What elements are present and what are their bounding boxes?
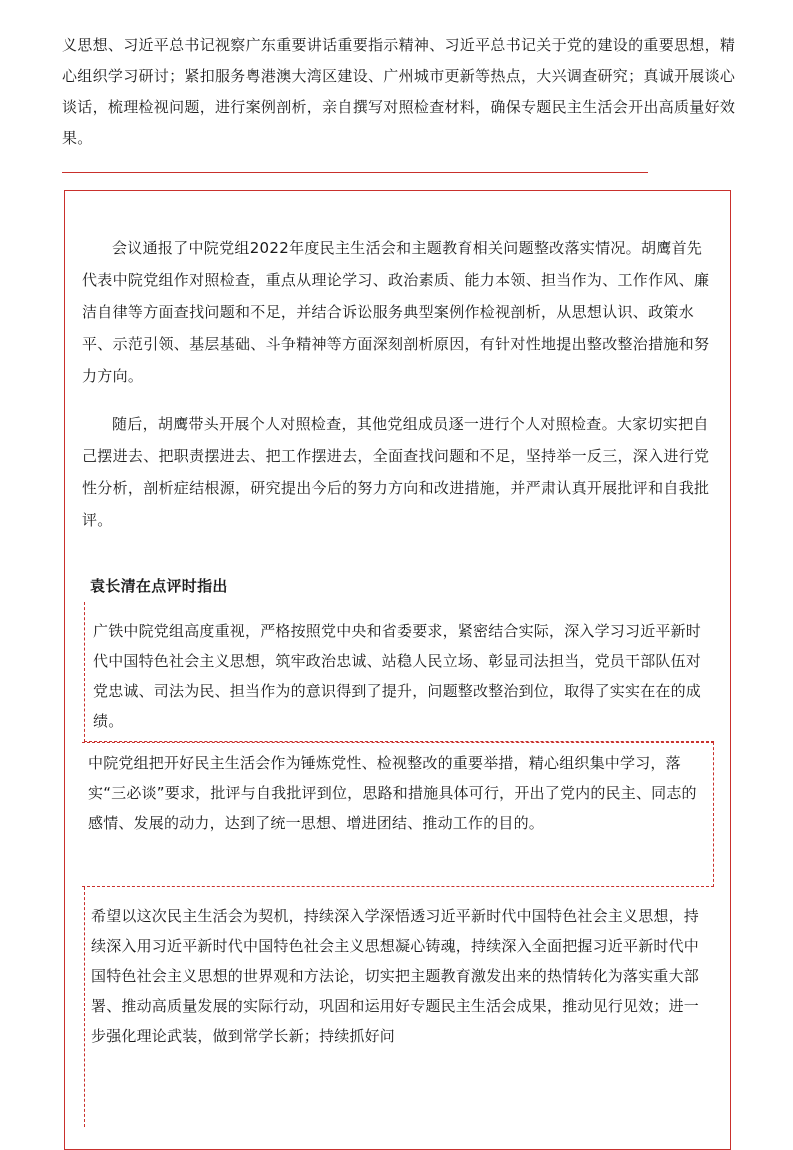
quote-block: 广铁中院党组高度重视，严格按照党中央和省委要求，紧密结合实际，深入学习习近平新时代中国特色社会主义思想，筑牢政治忠诚、站稳人民立场、彰显司法担当，党员干部队伍对党忠诚、司法为民、担当作为的意识得到了提升，问题整改整治到位，取得了实实在在的成绩。 [84, 602, 714, 742]
quote-block: 希望以这次民主生活会为契机，持续深入学深悟透习近平新时代中国特色社会主义思想，持续深入用习近平新时代中国特色社会主义思想凝心铸魂，持续深入全面把握习近平新时代中国特色社会主义思想的世界观和方法论，切实把主题教育激发出来的热情转化为落实重大部署、推动高质量发展的实际行动，巩固和运用好专题民主生活会成果，推动见行见效；进一步强化理论武装，做到常学长新；持续抓好问 [84, 887, 714, 1127]
quote-subheading: 袁长清在点评时指出 [90, 577, 228, 595]
body-paragraph: 随后，胡鹰带头开展个人对照检查，其他党组成员逐一进行个人对照检查。大家切实把自己摆进去、把职责摆进去、把工作摆进去，全面查找问题和不足，坚持举一反三，深入进行党性分析，剖析症结根源，研究提出今后的努力方向和改进措施，并严肃认真开展批评和自我批评。 [82, 415, 710, 529]
intro-paragraph: 义思想、习近平总书记视察广东重要讲话重要指示精神、习近平总书记关于党的建设的重要思想，精心组织学习研讨；紧扣服务粤港澳大湾区建设、广州城市更新等热点，大兴调查研究；真诚开展谈心谈话，梳理检视问题，进行案例剖析，亲自撰写对照检查材料，确保专题民主生活会开出高质量好效果。 [62, 36, 736, 147]
quote-block: 中院党组把开好民主生活会作为锤炼党性、检视整改的重要举措，精心组织集中学习，落实“三必谈”要求，批评与自我批评到位，思路和措施具体可行，开出了党内的民主、同志的感情、发展的动力，达到了统一思想、增进团结、推动工作的目的。 [82, 742, 714, 887]
section-divider [62, 172, 648, 173]
body-paragraph: 会议通报了中院党组2022年度民主生活会和主题教育相关问题整改落实情况。胡鹰首先代表中院党组作对照检查，重点从理论学习、政治素质、能力本领、担当作为、工作作风、廉洁自律等方面查找问题和不足，并结合诉讼服务典型案例作检视剖析，从思想认识、政策水平、示范引领、基层基础、斗争精神等方面深刻剖析原因，有针对性地提出整改整治措施和努力方向。 [82, 239, 710, 385]
